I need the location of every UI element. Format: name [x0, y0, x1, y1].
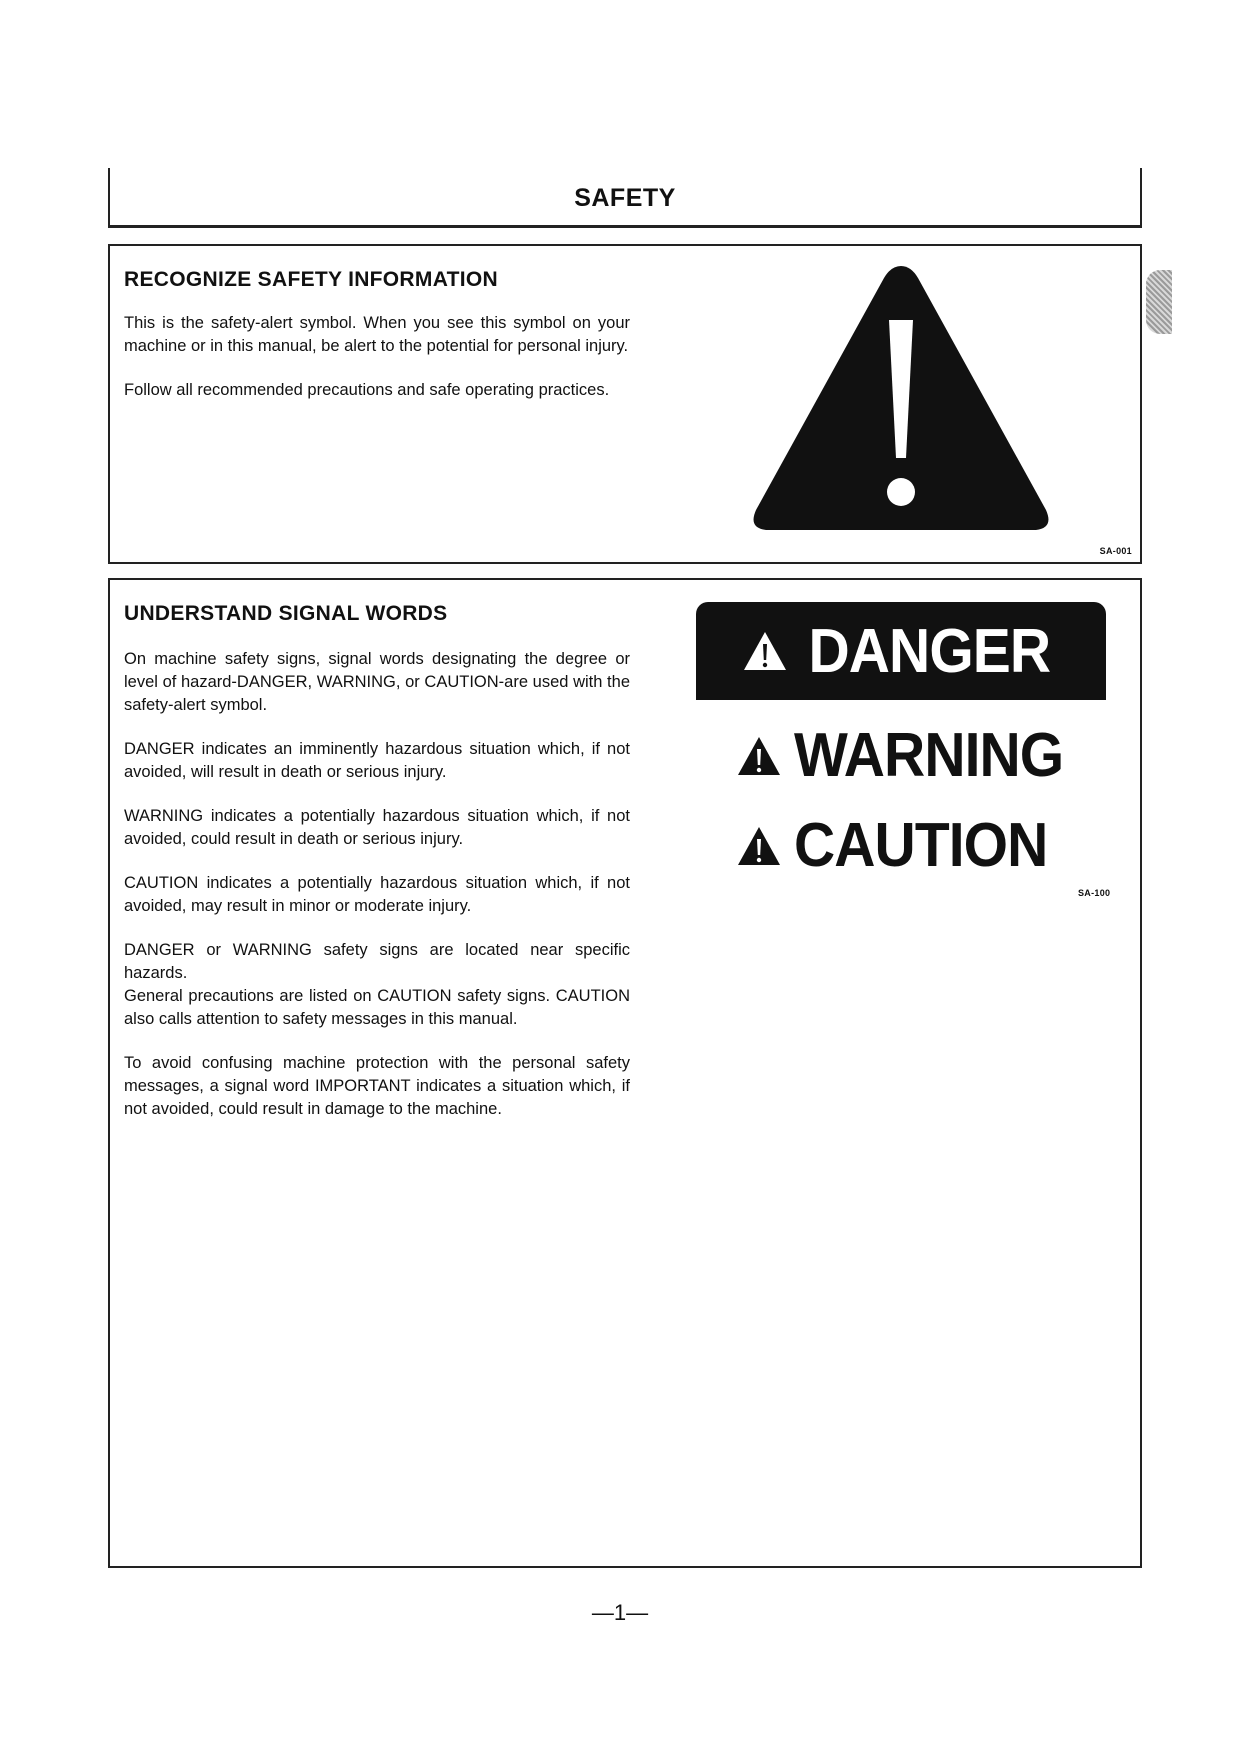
caution-label: CAUTION: [794, 811, 1048, 880]
paragraph: Follow all recommended precautions and safe operating practices.: [124, 381, 610, 399]
paragraph: WARNING indicates a potentially hazardous situation which, if not avoided, could result in death or serious injury.: [124, 807, 630, 848]
page-title: SAFETY: [574, 184, 676, 212]
page-number: —1—: [591, 1600, 649, 1625]
danger-label: DANGER: [808, 616, 1050, 686]
section-title: RECOGNIZE SAFETY INFORMATION: [124, 268, 498, 291]
paragraph: On machine safety signs, signal words designating the degree or level of hazard-DANGER, WARNING, or CAUTION-are used with the safety-alert symbol.: [124, 650, 630, 714]
warning-label: WARNING: [794, 721, 1064, 790]
paragraph: To avoid confusing machine protection with the personal safety messages, a signal word IMPORTANT indicates a situation which, if not avoided, could result in damage to the machine.: [124, 1054, 630, 1118]
alert-triangle-icon: [742, 630, 788, 672]
section-body: [124, 648, 630, 1142]
figure-code: SA-100: [1078, 888, 1111, 898]
alert-triangle-icon: [736, 825, 782, 867]
section-body: [124, 312, 630, 423]
caution-sign: [736, 810, 1069, 881]
paragraph: This is the safety-alert symbol. When you see this symbol on your machine or in this manual, be alert to the potential for personal injury.: [124, 314, 630, 355]
page-header: [108, 168, 1142, 228]
signal-words-section: [108, 578, 1142, 1568]
section-tab-marker: [1146, 270, 1172, 334]
figure-code: SA-001: [1099, 546, 1132, 556]
alert-triangle-icon: [736, 735, 782, 777]
paragraph: DANGER or WARNING safety signs are located near specific hazards.: [124, 941, 630, 982]
paragraph: DANGER indicates an imminently hazardous situation which, if not avoided, will result in death or serious injury.: [124, 740, 630, 781]
recognize-safety-section: [108, 244, 1142, 564]
paragraph: General precautions are listed on CAUTION safety signs. CAUTION also calls attention to safety messages in this manual.: [124, 987, 630, 1028]
section-title: UNDERSTAND SIGNAL WORDS: [124, 602, 448, 625]
danger-sign: [696, 602, 1106, 700]
warning-sign: [736, 720, 1087, 791]
safety-alert-triangle-icon: [746, 260, 1056, 540]
paragraph: CAUTION indicates a potentially hazardous situation which, if not avoided, may result in minor or moderate injury.: [124, 874, 630, 915]
